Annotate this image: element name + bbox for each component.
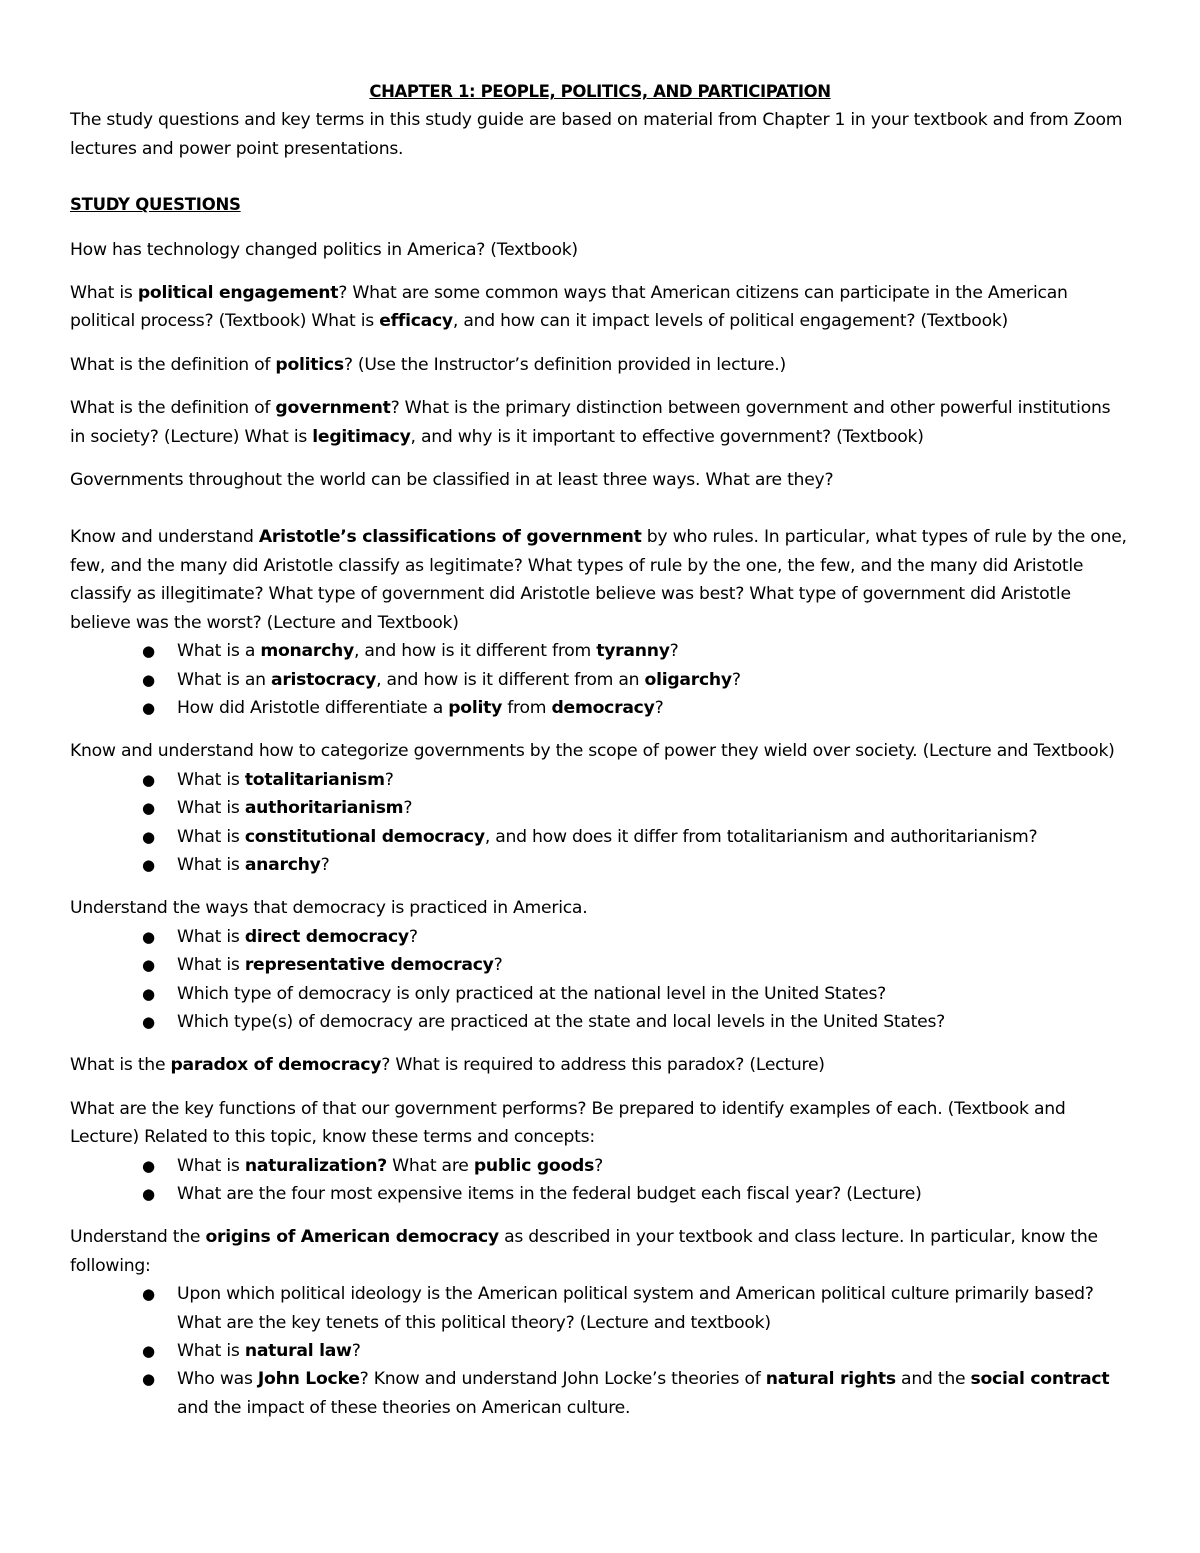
list-item: ● What is totalitarianism? [70,766,1130,794]
question-functions: What are the key functions of that our government performs? Be prepared to identify examples of each. (Textbook and Lecture) Related to this topic, know these terms and concepts: [70,1098,1066,1148]
bullet-icon: ● [142,984,155,1003]
bullet-icon: ● [142,1285,155,1304]
bullet-icon: ● [142,770,155,789]
list-item: ● How did Aristotle differentiate a polity from democracy? [70,694,1130,722]
list-item: ● Upon which political ideology is the American political system and American political culture primarily based? What are the key tenets of this political theory? (Lecture and textbook) [70,1280,1130,1337]
question-scope: Know and understand how to categorize governments by the scope of power they wield over society. (Lecture and Textbook) [70,741,1115,762]
list-item: ● What is anarchy? [70,851,1130,879]
study-questions-heading: STUDY QUESTIONS [70,195,241,215]
bullet-icon: ● [142,927,155,946]
bullet-icon: ● [142,1012,155,1031]
origins-bullet-list [70,1280,1130,1422]
list-item: ● Who was John Locke? Know and understand John Locke’s theories of natural rights and the social contract and the impact of these theories on American culture. [70,1365,1130,1422]
question-paradox: What is the paradox of democracy? What is required to address this paradox? (Lecture) [70,1055,825,1076]
list-item: ● What are the four most expensive items in the federal budget each fiscal year? (Lecture) [70,1180,1130,1208]
question-aristotle: Know and understand Aristotle’s classifications of government by who rules. In particular, what types of rule by the one, few, and the many did Aristotle classify as legitimate? What types of rule by the one, the few, and the many did Aristotle classify as illegitimate? What type of government did Aristotle believe was best? What type of government did Aristotle believe was the worst? (Lecture and Textbook) [70,527,1127,633]
question-engagement: What is political engagement? What are some common ways that American citizens can participate in the American political process? (Textbook) What is efficacy, and how can it impact levels of political engagement? (Textbook) [70,283,1068,332]
question-technology: How has technology changed politics in America? (Textbook) [70,239,578,260]
question-practiced: Understand the ways that democracy is practiced in America. [70,898,588,919]
functions-bullet-list [70,1152,1130,1209]
question-origins: Understand the origins of American democracy as described in your textbook and class lecture. In particular, know the following: [70,1227,1098,1276]
list-item: ● What is an aristocracy, and how is it different from an oligarchy? [70,666,1130,694]
list-item: ● What is natural law? [70,1337,1130,1365]
bullet-icon: ● [142,855,155,874]
practiced-bullet-list [70,923,1130,1037]
question-politics: What is the definition of politics? (Use the Instructor’s definition provided in lecture.) [70,354,786,375]
list-item: ● What is naturalization? What are public goods? [70,1152,1130,1180]
question-classified: Governments throughout the world can be classified in at least three ways. What are they? [70,470,834,491]
bullet-icon: ● [142,827,155,846]
intro-paragraph: The study questions and key terms in this study guide are based on material from Chapter 1 in your textbook and from Zoom lectures and power point presentations. [70,110,1123,159]
bullet-icon: ● [142,956,155,975]
bullet-icon: ● [142,670,155,689]
chapter-title: CHAPTER 1: PEOPLE, POLITICS, AND PARTICIPATION [369,82,831,101]
list-item: ● What is representative democracy? [70,951,1130,979]
bullet-icon: ● [142,642,155,661]
list-item: ● What is a monarchy, and how is it different from tyranny? [70,637,1130,665]
scope-bullet-list [70,766,1130,880]
study-guide-page [70,78,1130,1437]
bullet-icon: ● [142,1156,155,1175]
list-item: ● Which type of democracy is only practiced at the national level in the United States? [70,980,1130,1008]
bullet-icon: ● [142,1370,155,1389]
list-item: ● What is direct democracy? [70,923,1130,951]
bullet-icon: ● [142,1342,155,1361]
aristotle-bullet-list [70,637,1130,722]
question-government: What is the definition of government? What is the primary distinction between government and other powerful institutions in society? (Lecture) What is legitimacy, and why is it important to effective government? (Textbook) [70,398,1111,447]
bullet-icon: ● [142,1185,155,1203]
list-item: ● What is authoritarianism? [70,794,1130,822]
list-item: ● What is constitutional democracy, and how does it differ from totalitarianism and authoritarianism? [70,823,1130,851]
bullet-icon: ● [142,698,155,717]
bullet-icon: ● [142,799,155,818]
list-item: ● Which type(s) of democracy are practiced at the state and local levels in the United States? [70,1008,1130,1036]
